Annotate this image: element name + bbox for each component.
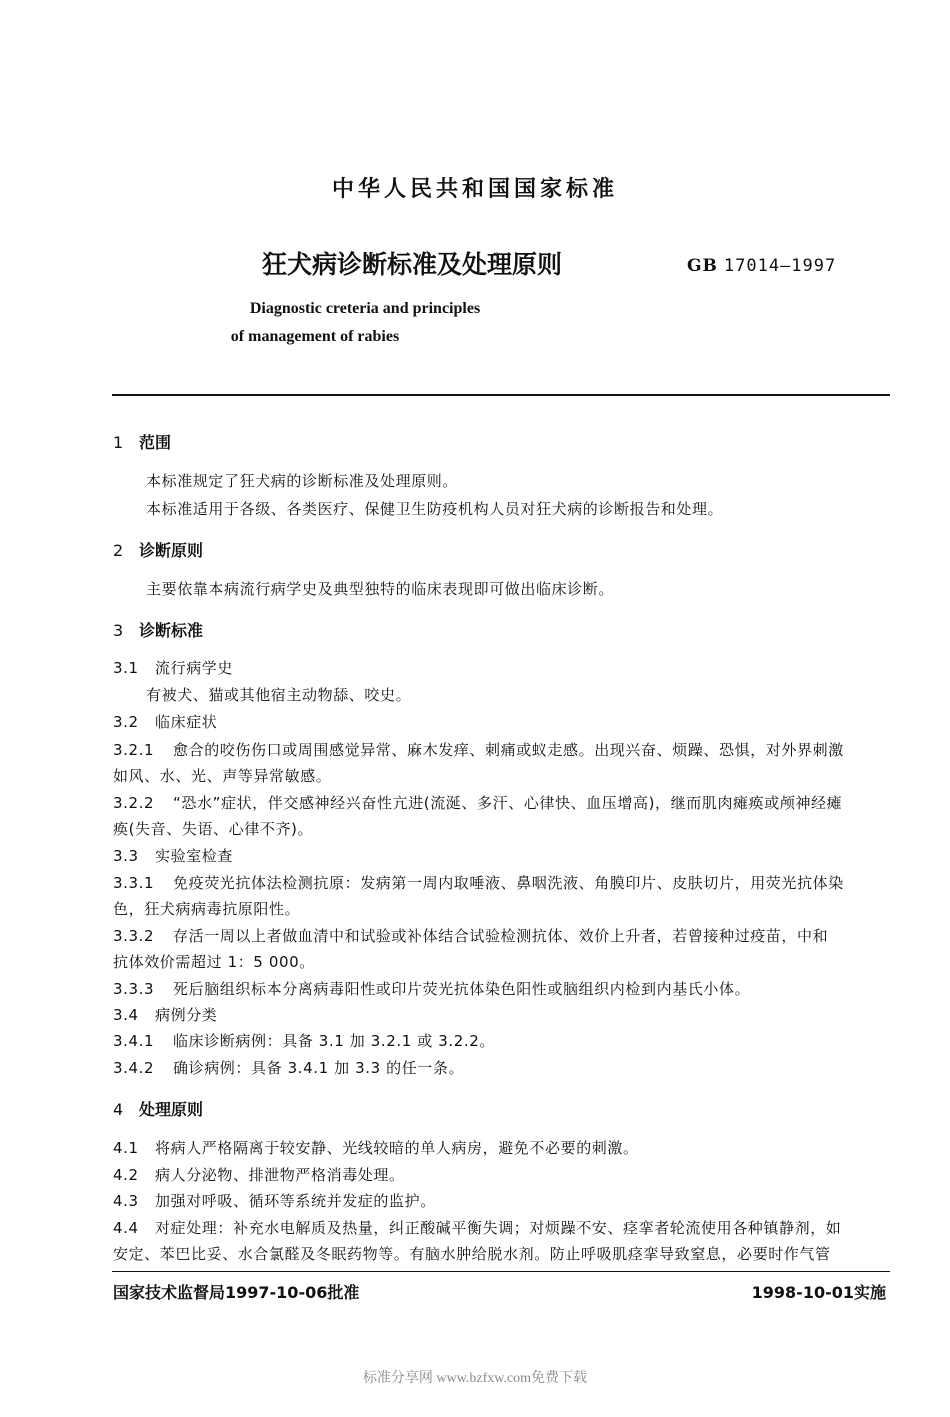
clause-4-4 [113, 1217, 841, 1238]
clause-text: 确诊病例：具备 3.4.1 加 3.3 的任一条。 [173, 1059, 465, 1077]
clause-continuation: 安定、苯巴比妥、水合氯醛及冬眠药物等。有脑水肿给脱水剂。防止呼吸肌痉挛导致窒息，必要时作气管 [113, 1245, 831, 1263]
section-2-heading [113, 538, 203, 561]
clause-number: 3.3.3 [113, 980, 155, 998]
paragraph: 有被犬、猫或其他宿主动物舔、咬史。 [146, 686, 412, 704]
clause-text: 存活一周以上者做血清中和试验或补体结合试验检测抗体、效价上升者，若曾接种过疫苗，中和 [173, 927, 829, 945]
clause-continuation: 色，狂犬病病毒抗原阳性。 [113, 900, 301, 918]
clause-text: 病人分泌物、排泄物严格消毒处理。 [155, 1166, 405, 1184]
clause-3-1 [113, 657, 233, 678]
clause-3-3-1 [113, 872, 844, 893]
clause-text: “恐水”症状，伴交感神经兴奋性亢进(流涎、多汗、心律快、血压增高)，继而肌肉瘫痪或颅神经瘫 [173, 794, 843, 812]
standard-number [687, 256, 836, 276]
section-title: 诊断原则 [139, 541, 204, 560]
paragraph: 主要依靠本病流行病学史及典型独特的临床表现即可做出临床诊断。 [146, 580, 615, 598]
clause-text: 免疫荧光抗体法检测抗原：发病第一周内取唾液、鼻咽洗液、角膜印片、皮肤切片，用荧光抗体染 [173, 874, 844, 892]
clause-number: 3.2.2 [113, 794, 155, 812]
standard-code: 17014—1997 [723, 256, 837, 276]
clause-title: 实验室检查 [155, 847, 234, 865]
clause-number: 3.2 [113, 713, 139, 731]
clause-3-2-2 [113, 792, 842, 813]
paragraph: 本标准规定了狂犬病的诊断标准及处理原则。 [146, 472, 459, 490]
clause-continuation: 如风、水、光、声等异常敏感。 [113, 767, 332, 785]
header-rule [112, 394, 890, 396]
clause-4-2 [113, 1164, 405, 1185]
clause-number: 4.2 [113, 1166, 139, 1184]
clause-text: 死后脑组织标本分离病毒阳性或印片荧光抗体染色阳性或脑组织内检到内基氏小体。 [173, 980, 751, 998]
clause-continuation: 抗体效价需超过 1：5 000。 [113, 953, 315, 971]
footer-rule [112, 1271, 890, 1272]
clause-number: 4.3 [113, 1192, 139, 1210]
clause-number: 3.4.1 [113, 1032, 155, 1050]
clause-3-3-3 [113, 978, 750, 999]
clause-3-2-1 [113, 739, 844, 760]
clause-title: 临床症状 [155, 713, 218, 731]
clause-number: 3.3.2 [113, 927, 155, 945]
document-title-en-line1: Diagnostic creteria and principles [249, 300, 481, 317]
clause-3-4-2 [113, 1057, 464, 1078]
clause-number: 3.3 [113, 847, 139, 865]
section-number: 4 [113, 1100, 124, 1119]
clause-number: 3.4.2 [113, 1059, 155, 1077]
section-title: 处理原则 [139, 1100, 204, 1119]
clause-continuation: 痪(失音、失语、心律不齐)。 [113, 820, 314, 838]
clause-3-3-2 [113, 925, 828, 946]
section-title: 诊断标准 [139, 621, 204, 640]
clause-3-3 [113, 845, 233, 866]
clause-number: 3.4 [113, 1006, 139, 1024]
paragraph: 本标准适用于各级、各类医疗、保健卫生防疫机构人员对狂犬病的诊断报告和处理。 [146, 500, 724, 518]
clause-4-3 [113, 1190, 436, 1211]
section-number: 3 [113, 621, 124, 640]
section-1-heading [113, 430, 171, 453]
clause-title: 病例分类 [155, 1006, 218, 1024]
clause-3-4 [113, 1004, 217, 1025]
document-title-zh: 狂犬病诊断标准及处理原则 [262, 250, 563, 279]
section-3-heading [113, 618, 203, 641]
clause-3-4-1 [113, 1030, 495, 1051]
clause-number: 4.4 [113, 1219, 139, 1237]
clause-number: 3.1 [113, 659, 139, 677]
clause-text: 对症处理：补充水电解质及热量，纠正酸碱平衡失调；对烦躁不安、痉挛者轮流使用各种镇静剂，如 [155, 1219, 842, 1237]
clause-number: 3.3.1 [113, 874, 155, 892]
clause-text: 临床诊断病例：具备 3.1 加 3.2.1 或 3.2.2。 [173, 1032, 496, 1050]
clause-text: 愈合的咬伤伤口或周围感觉异常、麻木发痒、刺痛或蚁走感。出现兴奋、烦躁、恐惧，对外界刺激 [173, 741, 844, 759]
site-watermark: 标准分享网 www.bzfxw.com免费下载 [362, 1371, 588, 1386]
clause-number: 4.1 [113, 1139, 139, 1157]
section-title: 范围 [139, 433, 172, 452]
clause-title: 流行病学史 [155, 659, 234, 677]
clause-3-2 [113, 711, 217, 732]
implementation-line: 1998-10-01实施 [751, 1283, 886, 1302]
national-standard-heading: 中华人民共和国国家标准 [331, 177, 618, 202]
section-4-heading [113, 1097, 203, 1120]
section-number: 1 [113, 433, 124, 452]
section-number: 2 [113, 541, 124, 560]
clause-number: 3.2.1 [113, 741, 155, 759]
clause-text: 加强对呼吸、循环等系统并发症的监护。 [155, 1192, 436, 1210]
approval-line: 国家技术监督局1997-10-06批准 [113, 1283, 360, 1302]
document-title-en-line2: of management of rabies [230, 328, 400, 345]
standard-prefix: GB [687, 256, 718, 276]
clause-text: 将病人严格隔离于较安静、光线较暗的单人病房，避免不必要的刺激。 [155, 1139, 639, 1157]
clause-4-1 [113, 1137, 639, 1158]
